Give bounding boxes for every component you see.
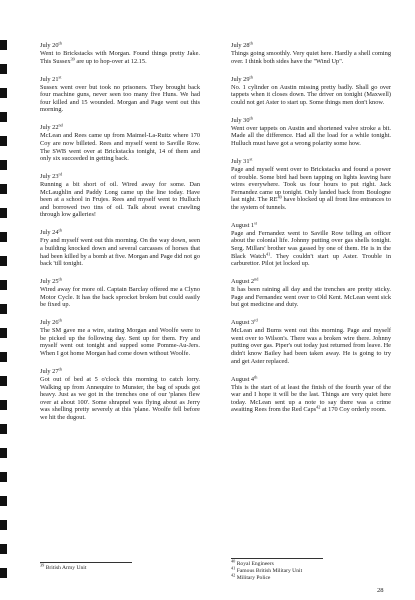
entry-body: Went over tappets on Austin and shortened valve stroke a bit. Made all the difference. Had all the load for a while tonight. Hulluch must have got a wrong polarity some how.	[231, 124, 391, 147]
entry-day-suffix: th	[58, 40, 62, 46]
footnote-ref: 41	[265, 251, 271, 257]
binding-mark	[0, 568, 7, 578]
footnote-text: Military Police	[236, 575, 271, 582]
footnotes-left	[40, 562, 87, 572]
diary-entry	[40, 368, 200, 421]
binding-mark	[0, 184, 7, 194]
entry-body: Page and Fernandez went to Saville Row telling an officer about the colonial life. Johnny putting over gas shells tonight. Serg. Millars' brother was gassed by one of them. He is in the Black Watch	[231, 229, 391, 260]
diary-entry	[40, 124, 200, 162]
entry-date	[231, 278, 391, 286]
entry-body: McLean and Rees came up from Maimel-La-Ruitz where 170 Coy are now billeted. Rees and myself went to Saville Row. The SWB went over at Brickstacks tonight, 14 of them and only six succeeded in getting back.	[40, 132, 200, 163]
diary-entry	[40, 229, 200, 267]
entry-body: Page and myself went over to Brickstacks and found a power of trouble. Some bird had been tapping on lights leaving bare wires everywhere. Took us four hours to put right. Jack Fernandez came up tonight. Only landed back from Boulogne last night. The RE	[231, 166, 391, 204]
entry-body: Sussex went over but took no prisoners. They brought back four machine guns, never seen too many five Huns. We had four killed and 15 wounded. Morgan and Page went out this morning.	[40, 83, 200, 114]
entry-month: August	[231, 278, 250, 286]
footnote-num: 40	[231, 558, 236, 564]
entry-text	[40, 132, 200, 162]
entry-body: Got out of bed at 5 o'clock this morning to catch lorry. Walking up from Annequire to Munster, the bag of spuds got heavy. Just as we got in the trenches one of our 'planes flew over at about 100'. Some shrapnel was flying about as Jerry was shelling pretty severely at this 'plane. Woolfe fell before we hit the dugout.	[40, 376, 200, 421]
binding-mark	[0, 424, 7, 434]
entry-text	[231, 125, 391, 148]
entry-month: July	[231, 116, 242, 124]
entry-date	[40, 124, 200, 132]
entry-date	[231, 76, 391, 84]
entry-month: July	[40, 368, 51, 376]
entry-date	[231, 222, 391, 230]
binding-mark	[0, 400, 7, 410]
entry-body: Went to Brickstacks with Morgan. Found things pretty Jake. This Sussex	[40, 50, 200, 65]
entry-day: 25	[52, 278, 59, 286]
entry-month: July	[231, 42, 242, 49]
diary-entry	[231, 158, 391, 211]
entry-day: 24	[52, 229, 59, 237]
entry-date	[40, 76, 200, 84]
entry-day-suffix: th	[58, 276, 62, 282]
entry-date	[231, 376, 391, 384]
entry-day: 4	[250, 375, 255, 383]
entry-text	[40, 50, 200, 65]
entry-body: It has been raining all day and the trenches are pretty sticky. Page and Fernandez went over to Old Kent. McLean went sick but got medicine and duty.	[231, 286, 391, 309]
left-column	[40, 42, 200, 432]
binding-mark	[0, 472, 7, 482]
entry-date	[40, 278, 200, 286]
entry-date	[231, 319, 391, 327]
diary-entry	[40, 76, 200, 114]
entry-day: 29	[243, 75, 250, 83]
entry-month: August	[231, 375, 250, 383]
binding-mark	[0, 256, 7, 266]
footnote-ref: 42	[316, 404, 321, 410]
diary-entry	[40, 173, 200, 219]
entry-day-suffix: th	[254, 374, 258, 380]
binding-mark	[0, 208, 7, 218]
diary-entry	[40, 278, 200, 309]
diary-entry	[231, 376, 391, 414]
binding-mark	[0, 448, 7, 458]
entry-day-suffix: th	[58, 366, 62, 372]
entry-text	[231, 327, 391, 365]
binding-mark	[0, 160, 7, 170]
entry-day: 1	[250, 221, 255, 229]
entry-text	[231, 84, 391, 107]
entry-body: Wired away for more oil. Captain Barclay offered me a Clyno Motor Cycle. It has the back sprocket broken but could easily be fixed up.	[40, 286, 200, 309]
right-column	[231, 42, 391, 424]
binding-mark	[0, 328, 7, 338]
entry-day: 3	[250, 319, 255, 327]
entry-day-suffix: th	[58, 317, 62, 323]
entry-text	[40, 376, 200, 421]
binding-mark	[0, 304, 7, 314]
entry-body: McLean and Burns went out this morning. Page and myself went over to Wilson's. There was a broken wire there. Johnny putting over gas. Piper's out today just returned from leave. He didn't know Bailey had been taken away. He is going to try and get Aster replaced.	[231, 327, 391, 365]
diary-entry	[231, 222, 391, 268]
entry-date	[231, 158, 391, 166]
diary-entry	[231, 319, 391, 365]
entry-date	[40, 42, 200, 50]
entry-day: 20	[52, 42, 59, 49]
entry-day-suffix: th	[249, 40, 253, 46]
entry-day: 26	[52, 319, 59, 327]
entry-day: 22	[52, 124, 59, 132]
binding-mark	[0, 232, 7, 242]
entry-body-cont: are up to hop-over at 12.15.	[74, 57, 147, 65]
entry-day-suffix: th	[249, 115, 253, 121]
entry-body: Fry and myself went out this morning. On the way down, seen a building knocked down and several carcasses of horses that had been killed by a bomb at five. Morgan and Page did not go back 'till tonight.	[40, 237, 200, 268]
diary-entry	[231, 117, 391, 148]
binding-mark	[0, 280, 7, 290]
entry-text	[40, 181, 200, 219]
page-number: 28	[377, 587, 384, 594]
entry-text	[231, 230, 391, 268]
entry-day: 23	[52, 173, 59, 181]
binding-mark	[0, 520, 7, 530]
entry-body-cont: . They couldn't start up Aster. Trouble in carburettor. Pilot jet locked up.	[231, 252, 391, 268]
entry-date	[40, 319, 200, 327]
footnote-text: Royal Engineers	[236, 561, 274, 567]
entry-day: 27	[52, 368, 59, 376]
entry-date	[40, 368, 200, 376]
entry-month: July	[40, 75, 51, 83]
entry-date	[40, 173, 200, 181]
binding-mark	[0, 544, 7, 554]
entry-day-suffix: rd	[58, 171, 63, 177]
entry-day-suffix: st	[58, 74, 62, 80]
entry-month: July	[40, 173, 51, 181]
footnote-num: 39	[40, 562, 45, 568]
entry-month: July	[231, 158, 242, 166]
entry-day: 21	[52, 75, 59, 83]
entry-day-suffix: st	[249, 156, 253, 162]
entry-body: Running a bit short of oil. Wired away for some. Dan McLaughlin and Paddy Long came up the line today. Have been at a school in Frujes. Rees and myself went to Hulluch and borrowed two tins of oil. Talk about sweat crawling through low galleries!	[40, 181, 200, 219]
entry-day-suffix: th	[58, 228, 62, 233]
footnote-rule-right	[231, 558, 323, 559]
binding-mark	[0, 64, 7, 74]
entry-month: August	[231, 319, 250, 327]
footnote-rule-left	[40, 562, 132, 563]
entry-day: 2	[250, 278, 255, 286]
footnote-ref: 40	[277, 194, 282, 200]
binding-mark	[0, 352, 7, 362]
binding-mark	[0, 88, 7, 98]
entry-text	[231, 286, 391, 309]
entry-day-suffix: nd	[254, 276, 259, 282]
binding-mark	[0, 112, 7, 122]
entry-body-cont: have blocked up all front line entrances to the system of tunnels.	[231, 196, 391, 211]
footnote-ref: 39	[70, 56, 75, 62]
binding-mark	[0, 40, 7, 50]
footnote-num: 42	[231, 573, 236, 579]
entry-body-cont: at 170 Coy orderly room.	[320, 406, 387, 414]
entry-text	[40, 237, 200, 267]
diary-entry	[231, 76, 391, 107]
entry-text	[40, 286, 200, 309]
entry-body: This is the start of at least the finish of the fourth year of the war and I hope it will be the last. Things are very quiet here today. McLean sent up a note to say there was a crime awaiting Rees from the Red Caps	[231, 383, 391, 414]
entry-day: 28	[243, 42, 250, 49]
binding-mark	[0, 496, 7, 506]
entry-month: July	[40, 319, 51, 327]
entry-date	[40, 229, 200, 237]
entry-day-suffix: rd	[254, 317, 258, 323]
entry-text	[231, 166, 391, 211]
entry-text	[40, 84, 200, 114]
entry-month: August	[231, 221, 250, 229]
entry-day-suffix: nd	[58, 122, 63, 128]
diary-entry	[231, 278, 391, 309]
entry-date	[231, 117, 391, 125]
footnote	[231, 575, 302, 582]
binding-mark	[0, 376, 7, 386]
footnote	[40, 562, 87, 572]
entry-day-suffix: th	[249, 74, 253, 80]
footnotes-right	[231, 558, 303, 583]
entry-day: 31	[243, 158, 250, 166]
entry-day: 30	[243, 116, 250, 124]
entry-month: July	[40, 124, 51, 132]
entry-month: July	[40, 229, 51, 237]
footnote-text: British Army Unit	[45, 565, 87, 571]
footnote-num: 41	[231, 565, 236, 571]
diary-entry	[231, 42, 391, 65]
entry-text	[40, 327, 200, 357]
entry-body: Things going smoothly. Very quiet here. Hardly a shell coming over. I think both sides have the "Wind Up".	[231, 50, 391, 65]
entry-body: The SM gave me a wire, stating Morgan and Woolfe were to be picked up the following day. Sent up for them. Fry and myself went out tonight and supped some Pomme-Au-Jers. When I got home Morgan had come down without Woolfe.	[40, 327, 200, 357]
entry-month: July	[40, 42, 51, 49]
entry-text	[231, 50, 391, 65]
entry-month: July	[231, 75, 242, 83]
entry-month: July	[40, 278, 51, 286]
entry-date	[231, 42, 391, 50]
entry-body: No. 1 cylinder on Austin missing pretty badly. Shall go over tappets when it closes down. The driver on tonight (Maxwell) could not get Aster to start up. Some things men don't know.	[231, 83, 391, 106]
diary-entry	[40, 319, 200, 357]
diary-entry	[40, 42, 200, 65]
binding-mark	[0, 136, 7, 146]
footnote-text: Famous British Military Unit	[236, 568, 303, 575]
entry-text	[231, 384, 391, 414]
entry-day-suffix: st	[254, 220, 257, 226]
